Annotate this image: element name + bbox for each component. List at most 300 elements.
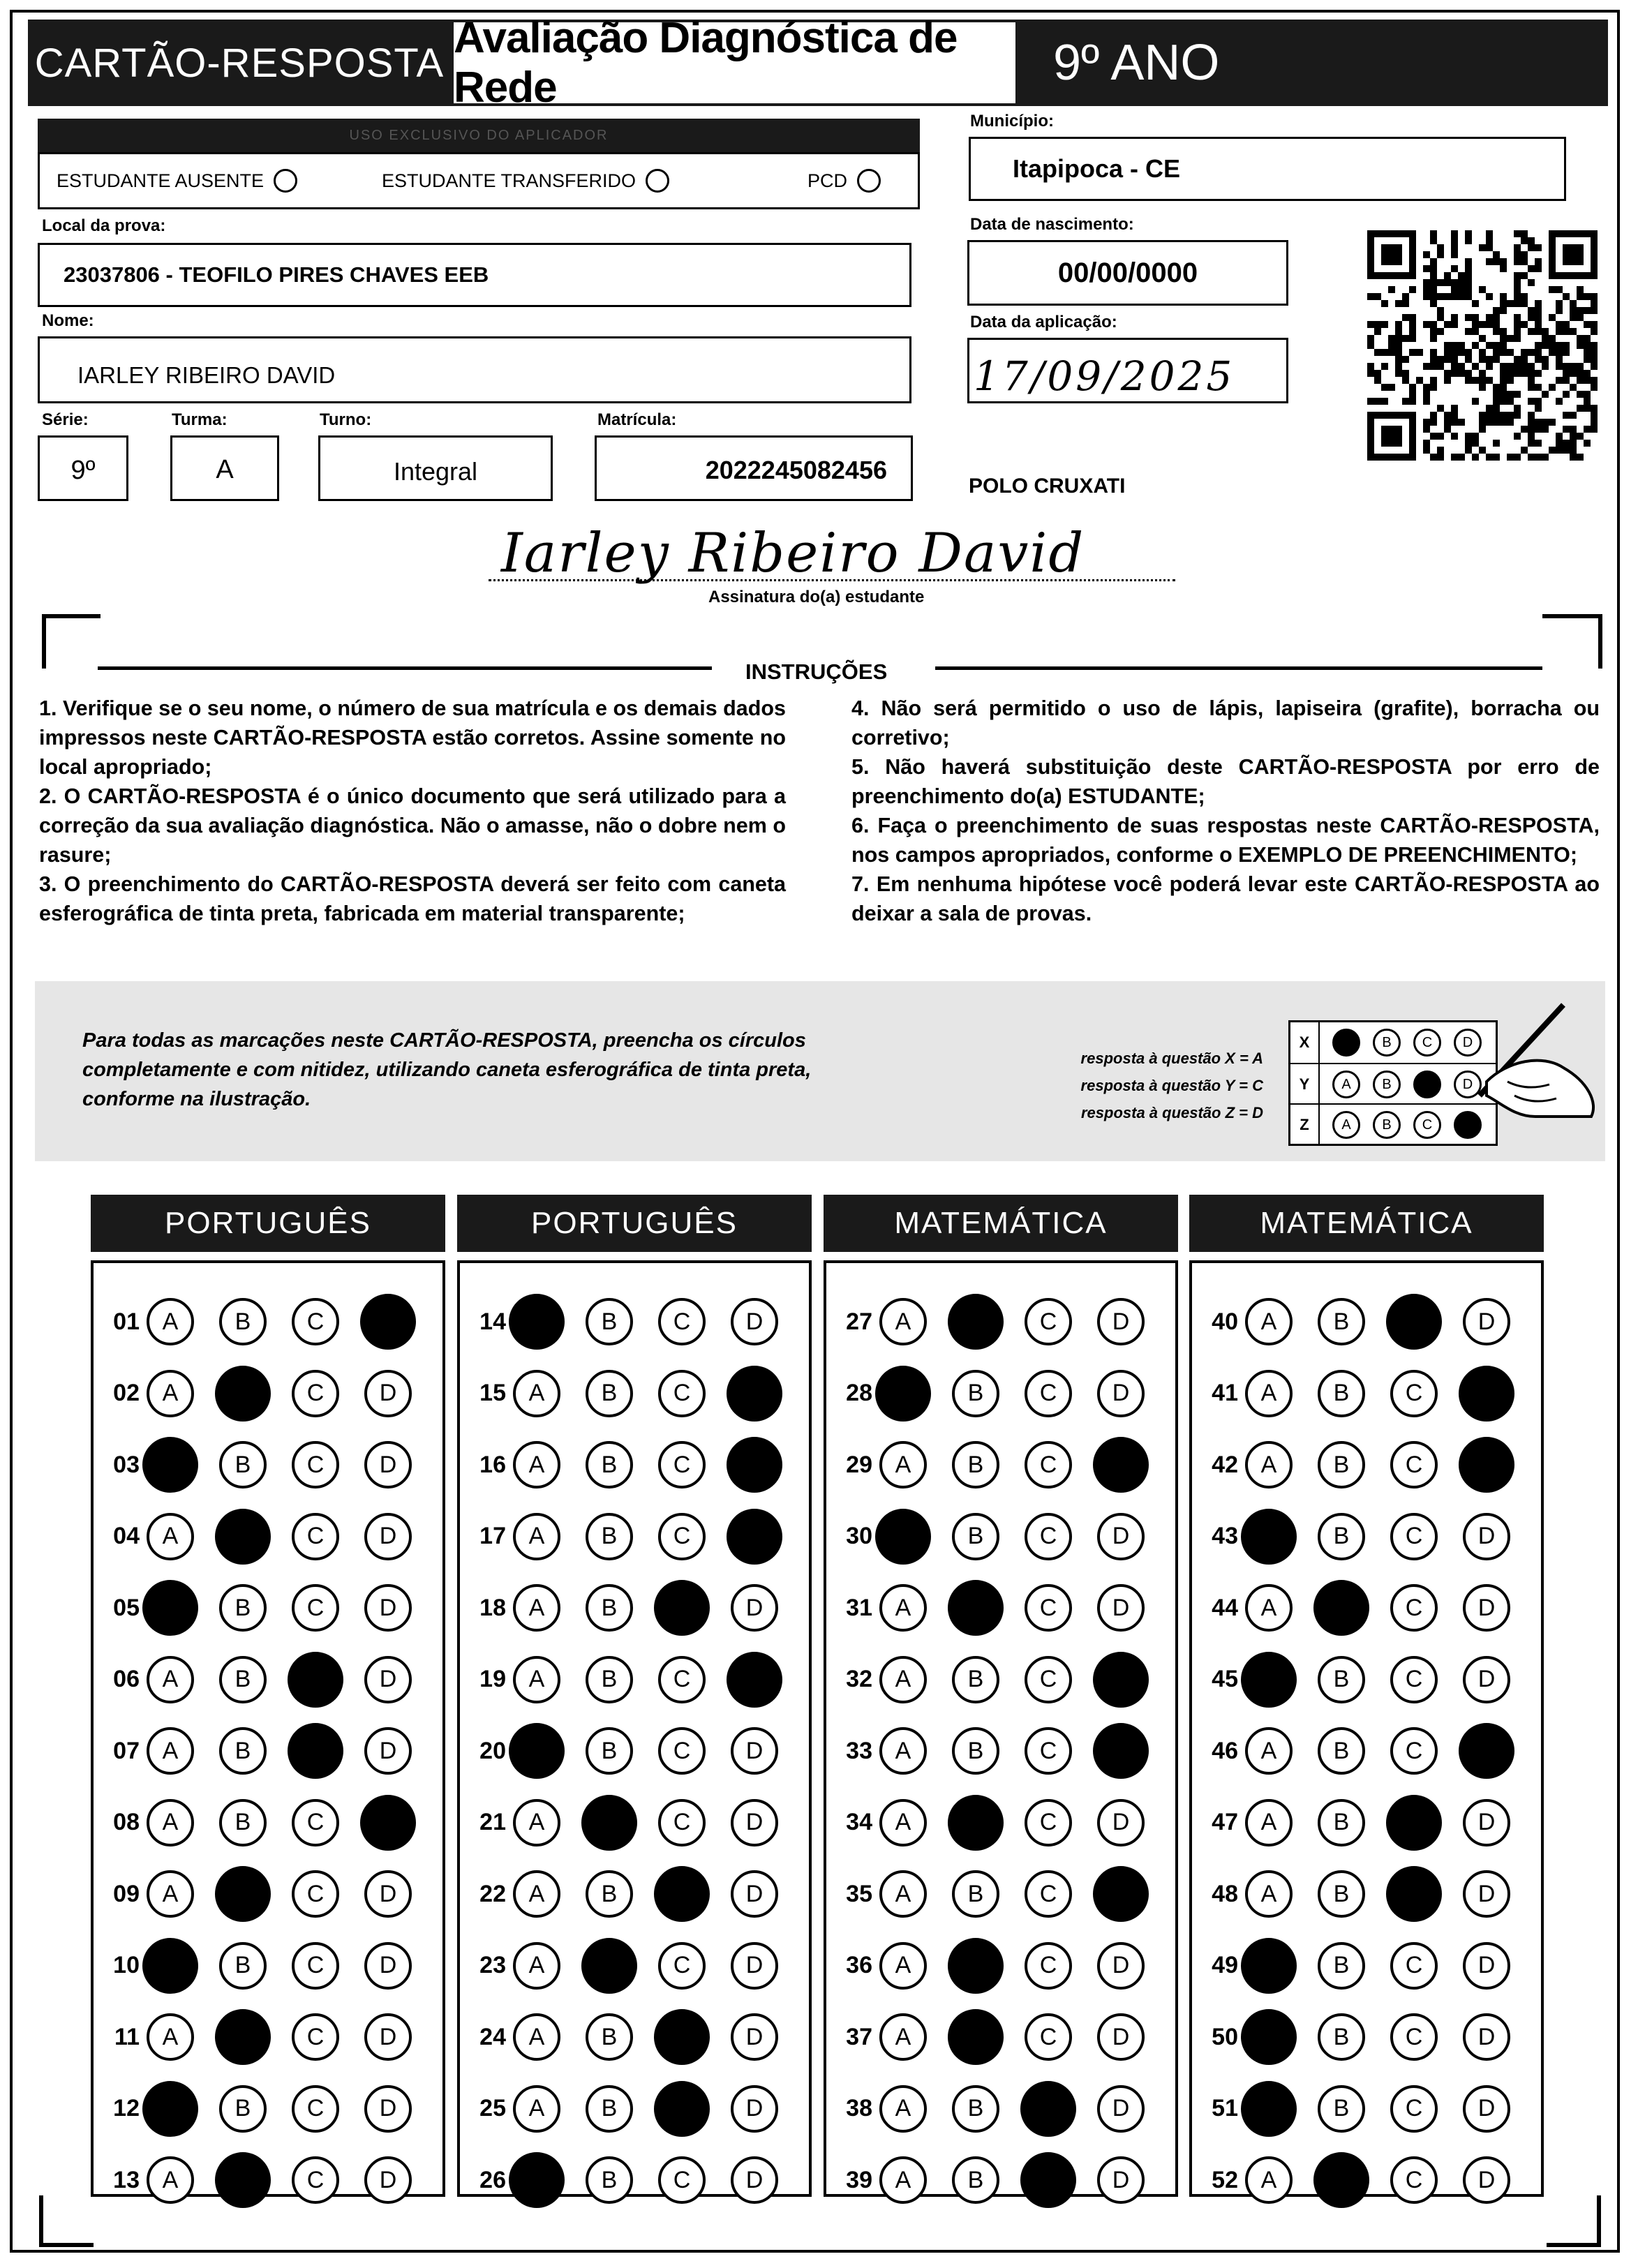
question-row: [1193, 1795, 1510, 1851]
transferred-circle[interactable]: [646, 169, 669, 193]
answer-bubble-a[interactable]: [879, 2156, 927, 2204]
bubble-letter: C: [306, 1451, 325, 1478]
question-number: 31: [846, 1594, 872, 1621]
instruction-item: 6. Faça o preenchimento de suas respostas neste CARTÃO-RESPOSTA, nos campos apropriados, conforme o EXEMPLO DE PREENCHIMENTO;: [851, 814, 1600, 867]
question-row: [828, 1938, 1145, 1994]
answer-bubble-d[interactable]: [364, 1942, 412, 1990]
answer-bubble-b[interactable]: [215, 1866, 271, 1922]
answer-bubble-b[interactable]: [219, 1727, 267, 1775]
matricula-value: 2022245082456: [595, 435, 913, 501]
answer-bubble-b[interactable]: [219, 1942, 267, 1990]
answer-bubble-c[interactable]: [1025, 1870, 1072, 1918]
answer-bubble-b[interactable]: [1318, 1870, 1365, 1918]
answer-bubble-a[interactable]: [1245, 1298, 1293, 1345]
bracket-bottom-left: [39, 2195, 94, 2247]
answer-bubble-b[interactable]: [952, 1441, 999, 1489]
answer-bubble-b[interactable]: [586, 2013, 633, 2061]
answer-bubble-c[interactable]: [658, 1441, 706, 1489]
answer-bubble-d[interactable]: [731, 2156, 778, 2204]
answer-bubble-b[interactable]: [219, 1799, 267, 1847]
absent-option[interactable]: [57, 169, 297, 193]
answer-bubble-a[interactable]: [513, 1513, 560, 1560]
question-row: [1193, 1866, 1510, 1922]
answer-bubble-d[interactable]: [1463, 1942, 1510, 1990]
answer-bubble-a[interactable]: [879, 1799, 927, 1847]
answer-bubble-d[interactable]: [1097, 2013, 1145, 2061]
bubble-letter: B: [234, 1809, 251, 1835]
answer-bubble-c[interactable]: [1386, 1294, 1442, 1350]
answer-bubble-c[interactable]: [1386, 1795, 1442, 1851]
question-row: [95, 1509, 412, 1565]
question-number: 47: [1212, 1809, 1238, 1835]
question-row: [461, 1652, 778, 1708]
answer-bubble-b[interactable]: [586, 1584, 633, 1632]
answer-bubble-a[interactable]: [879, 1298, 927, 1345]
answer-bubble-c[interactable]: [658, 1942, 706, 1990]
answer-bubble-b[interactable]: [1318, 1727, 1365, 1775]
bubble-letter: A: [1260, 2166, 1277, 2193]
bubble-letter: D: [1112, 1952, 1130, 1978]
answer-bubble-c[interactable]: [1025, 2013, 1072, 2061]
bubble-letter: A: [528, 2023, 545, 2050]
answer-bubble-d[interactable]: [1093, 1437, 1149, 1493]
absent-circle[interactable]: [274, 169, 297, 193]
answer-bubble-b[interactable]: [586, 2156, 633, 2204]
answer-bubble-b[interactable]: [948, 1580, 1004, 1636]
answer-bubble-a[interactable]: [142, 1437, 198, 1493]
answer-bubble-d[interactable]: [1463, 2013, 1510, 2061]
answer-bubble-a[interactable]: [509, 2152, 565, 2208]
bubble-letter: C: [306, 1594, 325, 1621]
answer-bubble-a[interactable]: [147, 1298, 194, 1345]
answer-bubble-d[interactable]: [1097, 1370, 1145, 1417]
answer-bubble-a[interactable]: [1245, 1441, 1293, 1489]
answer-bubble-b[interactable]: [215, 1366, 271, 1422]
answer-bubble-d[interactable]: [364, 2085, 412, 2133]
pcd-circle[interactable]: [857, 169, 881, 193]
bubble-letter: C: [1405, 1523, 1423, 1549]
answer-bubble-d[interactable]: [1463, 1870, 1510, 1918]
answer-bubble-a[interactable]: [1245, 1370, 1293, 1417]
answer-bubble-d[interactable]: [1459, 1723, 1514, 1779]
bubble-letter: B: [1333, 2023, 1350, 2050]
answer-bubble-a[interactable]: [513, 1370, 560, 1417]
answer-bubble-a[interactable]: [147, 2013, 194, 2061]
answer-bubble-b[interactable]: [586, 1870, 633, 1918]
answer-bubble-c[interactable]: [1390, 1727, 1438, 1775]
bubble-letter: B: [1333, 1523, 1350, 1549]
answer-bubble-b[interactable]: [952, 1656, 999, 1703]
answer-bubble-a[interactable]: [147, 1513, 194, 1560]
answer-bubble-a[interactable]: [1245, 1584, 1293, 1632]
question-row: [95, 1580, 412, 1636]
answer-bubble-d[interactable]: [364, 1870, 412, 1918]
answer-bubble-d[interactable]: [1463, 2156, 1510, 2204]
answer-bubble-a[interactable]: [147, 1656, 194, 1703]
answer-bubble-b[interactable]: [586, 1513, 633, 1560]
answer-bubble-a[interactable]: [879, 2085, 927, 2133]
answer-bubble-a[interactable]: [513, 1656, 560, 1703]
answer-bubble-b[interactable]: [1313, 2152, 1369, 2208]
answer-bubble-a[interactable]: [1241, 1938, 1297, 1994]
answer-bubble-c[interactable]: [658, 1513, 706, 1560]
answer-bubble-a[interactable]: [1241, 2009, 1297, 2065]
question-row: [461, 1437, 778, 1493]
answer-bubble-d[interactable]: [1097, 1942, 1145, 1990]
answer-bubble-a[interactable]: [1241, 2081, 1297, 2137]
answer-bubble-d[interactable]: [364, 1441, 412, 1489]
instructions-title: INSTRUÇÕES: [745, 659, 888, 684]
answer-bubble-c[interactable]: [1025, 1727, 1072, 1775]
answer-bubble-a[interactable]: [513, 1870, 560, 1918]
answer-bubble-a[interactable]: [513, 2013, 560, 2061]
bubble-letter: D: [1477, 1666, 1496, 1692]
bubble-letter: D: [745, 1594, 764, 1621]
answer-bubble-d[interactable]: [731, 1727, 778, 1775]
answer-bubble-a[interactable]: [1245, 1799, 1293, 1847]
answer-bubble-a[interactable]: [513, 1584, 560, 1632]
question-number: 52: [1212, 2166, 1238, 2193]
answer-bubble-d[interactable]: [1463, 1584, 1510, 1632]
answer-bubble-d[interactable]: [1463, 2085, 1510, 2133]
signature: Iarley Ribeiro David: [501, 522, 1085, 585]
answer-bubble-c[interactable]: [658, 1727, 706, 1775]
answer-bubble-c[interactable]: [658, 1298, 706, 1345]
answer-bubble-b[interactable]: [586, 1370, 633, 1417]
answer-bubble-b[interactable]: [948, 1294, 1004, 1350]
answer-bubble-d[interactable]: [364, 2013, 412, 2061]
bubble-letter: D: [1112, 1594, 1130, 1621]
answer-bubble-b[interactable]: [215, 2009, 271, 2065]
answer-bubble-c[interactable]: [292, 2085, 339, 2133]
answer-bubble-b[interactable]: [586, 1441, 633, 1489]
answer-bubble-c[interactable]: [292, 1942, 339, 1990]
example-bubble-d: D: [1454, 1070, 1482, 1098]
answer-bubble-b[interactable]: [948, 2009, 1004, 2065]
answer-bubble-d[interactable]: [364, 1513, 412, 1560]
answer-bubble-b[interactable]: [219, 1584, 267, 1632]
answer-bubble-d[interactable]: [727, 1509, 782, 1565]
question-row: [828, 2152, 1145, 2208]
answer-bubble-c[interactable]: [1390, 1942, 1438, 1990]
answer-bubble-c[interactable]: [1390, 2085, 1438, 2133]
answer-bubble-b[interactable]: [1318, 1799, 1365, 1847]
bubble-letter: C: [1039, 1594, 1057, 1621]
answer-bubble-a[interactable]: [147, 1870, 194, 1918]
answer-bubble-d[interactable]: [364, 1370, 412, 1417]
answer-bubble-c[interactable]: [292, 1513, 339, 1560]
bubble-letter: C: [1405, 1666, 1423, 1692]
bracket-bottom-right: [1547, 2195, 1601, 2247]
question-row: [828, 1652, 1145, 1708]
answer-bubble-a[interactable]: [513, 1942, 560, 1990]
answer-bubble-b[interactable]: [1318, 1441, 1365, 1489]
bubble-letter: C: [306, 1523, 325, 1549]
answer-bubble-c[interactable]: [1025, 1441, 1072, 1489]
answer-bubble-d[interactable]: [731, 1298, 778, 1345]
answer-bubble-d[interactable]: [364, 1727, 412, 1775]
answer-bubble-b[interactable]: [952, 2085, 999, 2133]
question-row: [828, 1509, 1145, 1565]
answer-bubble-a[interactable]: [142, 1580, 198, 1636]
answer-bubble-b[interactable]: [952, 1513, 999, 1560]
answer-bubble-a[interactable]: [142, 2081, 198, 2137]
answer-bubble-c[interactable]: [658, 1656, 706, 1703]
bubble-letter: D: [379, 1594, 397, 1621]
answer-bubble-d[interactable]: [1097, 1584, 1145, 1632]
answer-bubble-c[interactable]: [654, 2081, 710, 2137]
answer-bubble-a[interactable]: [147, 1370, 194, 1417]
answer-bubble-a[interactable]: [879, 1656, 927, 1703]
answer-bubble-d[interactable]: [1463, 1656, 1510, 1703]
answer-bubble-c[interactable]: [292, 1298, 339, 1345]
answer-bubble-b[interactable]: [1318, 1513, 1365, 1560]
answer-bubble-b[interactable]: [948, 1938, 1004, 1994]
answer-bubble-a[interactable]: [509, 1294, 565, 1350]
answer-bubble-c[interactable]: [292, 2156, 339, 2204]
answer-bubble-c[interactable]: [292, 1870, 339, 1918]
answer-bubble-a[interactable]: [1241, 1509, 1297, 1565]
pcd-label: PCD: [807, 170, 848, 191]
question-number: 37: [846, 2023, 872, 2050]
bubble-letter: D: [1112, 1809, 1130, 1835]
bubble-letter: D: [745, 2166, 764, 2193]
answer-bubble-a[interactable]: [879, 1942, 927, 1990]
answer-bubble-a[interactable]: [147, 1727, 194, 1775]
answer-bubble-d[interactable]: [1093, 1723, 1149, 1779]
bubble-letter: C: [673, 2166, 691, 2193]
answer-bubble-a[interactable]: [147, 1799, 194, 1847]
bubble-letter: A: [162, 2166, 179, 2193]
answer-bubble-b[interactable]: [581, 1795, 637, 1851]
answer-bubble-b[interactable]: [219, 1441, 267, 1489]
nome-value: IARLEY RIBEIRO DAVID: [38, 336, 911, 403]
answer-bubble-b[interactable]: [952, 1370, 999, 1417]
answer-bubble-a[interactable]: [1245, 1870, 1293, 1918]
bubble-letter: A: [895, 1451, 911, 1478]
bubble-letter: B: [601, 1880, 618, 1907]
answer-bubble-c[interactable]: [292, 1584, 339, 1632]
answer-bubble-b[interactable]: [586, 1727, 633, 1775]
answer-bubble-a[interactable]: [1245, 2156, 1293, 2204]
question-row: [461, 2152, 778, 2208]
nome-label: Nome:: [42, 311, 94, 330]
answer-bubble-a[interactable]: [147, 2156, 194, 2204]
card-title: CARTÃO-RESPOSTA: [28, 20, 451, 106]
answer-bubble-a[interactable]: [875, 1509, 931, 1565]
answer-bubble-b[interactable]: [586, 1298, 633, 1345]
answer-bubble-c[interactable]: [658, 1370, 706, 1417]
answer-bubble-c[interactable]: [292, 1370, 339, 1417]
answer-bubble-c[interactable]: [1020, 2152, 1076, 2208]
answer-bubble-c[interactable]: [654, 2009, 710, 2065]
answer-bubble-c[interactable]: [1390, 1513, 1438, 1560]
answer-bubble-b[interactable]: [1318, 1942, 1365, 1990]
answer-bubble-a[interactable]: [879, 2013, 927, 2061]
answer-bubble-c[interactable]: [292, 2013, 339, 2061]
answer-bubble-d[interactable]: [731, 1799, 778, 1847]
answer-bubble-d[interactable]: [731, 1870, 778, 1918]
answer-bubble-d[interactable]: [1097, 2156, 1145, 2204]
question-number: 38: [846, 2095, 872, 2121]
answer-bubble-d[interactable]: [1097, 1298, 1145, 1345]
answer-bubble-b[interactable]: [952, 1727, 999, 1775]
answer-bubble-c[interactable]: [1020, 2081, 1076, 2137]
answer-bubble-b[interactable]: [952, 2156, 999, 2204]
pcd-option[interactable]: [807, 169, 881, 193]
bubble-letter: D: [1477, 1952, 1496, 1978]
answer-bubble-c[interactable]: [1025, 1584, 1072, 1632]
bubble-letter: C: [1039, 1523, 1057, 1549]
answer-bubble-c[interactable]: [288, 1652, 343, 1708]
answer-bubble-d[interactable]: [727, 1652, 782, 1708]
answer-bubble-a[interactable]: [1245, 1727, 1293, 1775]
bubble-letter: C: [1039, 1308, 1057, 1335]
answer-bubble-c[interactable]: [654, 1866, 710, 1922]
answer-bubble-a[interactable]: [879, 1441, 927, 1489]
answer-bubble-c[interactable]: [654, 1580, 710, 1636]
answer-bubble-b[interactable]: [952, 1870, 999, 1918]
bubble-letter: C: [1405, 2095, 1423, 2121]
bubble-letter: C: [306, 2166, 325, 2193]
answer-bubble-a[interactable]: [879, 1727, 927, 1775]
answer-bubble-c[interactable]: [1390, 2013, 1438, 2061]
answer-bubble-c[interactable]: [658, 2156, 706, 2204]
answer-bubble-a[interactable]: [879, 1584, 927, 1632]
bubble-letter: B: [601, 2023, 618, 2050]
answer-bubble-b[interactable]: [215, 1509, 271, 1565]
answer-bubble-d[interactable]: [1459, 1437, 1514, 1493]
answer-bubble-d[interactable]: [1097, 2085, 1145, 2133]
answer-bubble-d[interactable]: [1097, 1799, 1145, 1847]
answer-bubble-d[interactable]: [360, 1795, 416, 1851]
aplicacao-label: Data da aplicação:: [970, 313, 1117, 331]
answer-bubble-c[interactable]: [1386, 1866, 1442, 1922]
question-row: [95, 1294, 412, 1350]
bracket-top-right: [1542, 614, 1602, 669]
answer-bubble-c[interactable]: [1390, 1370, 1438, 1417]
answer-bubble-d[interactable]: [731, 2085, 778, 2133]
answer-bubble-b[interactable]: [1318, 1370, 1365, 1417]
answer-bubble-c[interactable]: [1390, 1441, 1438, 1489]
question-row: [1193, 1366, 1510, 1422]
bubble-letter: D: [1477, 1594, 1496, 1621]
question-number: 33: [846, 1737, 872, 1764]
answer-bubble-d[interactable]: [1097, 1513, 1145, 1560]
bubble-letter: D: [745, 1308, 764, 1335]
answer-bubble-d[interactable]: [1093, 1652, 1149, 1708]
answer-bubble-d[interactable]: [727, 1437, 782, 1493]
answer-bubble-b[interactable]: [219, 2085, 267, 2133]
answer-bubble-d[interactable]: [731, 1942, 778, 1990]
answer-bubble-c[interactable]: [1025, 1513, 1072, 1560]
answer-bubble-a[interactable]: [513, 1441, 560, 1489]
bubble-letter: A: [528, 1523, 545, 1549]
question-row: [95, 2152, 412, 2208]
answer-bubble-a[interactable]: [1241, 1652, 1297, 1708]
answer-bubble-c[interactable]: [1025, 1942, 1072, 1990]
answer-bubble-d[interactable]: [1463, 1298, 1510, 1345]
answer-bubble-d[interactable]: [731, 2013, 778, 2061]
answer-bubble-b[interactable]: [1318, 2013, 1365, 2061]
answer-bubble-c[interactable]: [1390, 1584, 1438, 1632]
answer-bubble-b[interactable]: [586, 1656, 633, 1703]
bubble-letter: B: [1333, 1952, 1350, 1978]
question-row: [1193, 1723, 1510, 1779]
answer-bubble-b[interactable]: [1313, 1580, 1369, 1636]
answer-bubble-d[interactable]: [727, 1366, 782, 1422]
bubble-letter: A: [895, 1880, 911, 1907]
answer-bubble-d[interactable]: [1463, 1513, 1510, 1560]
bubble-letter: A: [1260, 1451, 1277, 1478]
answer-bubble-d[interactable]: [1459, 1366, 1514, 1422]
answer-bubble-d[interactable]: [364, 2156, 412, 2204]
bubble-letter: D: [1477, 1308, 1496, 1335]
bubble-letter: C: [1405, 1737, 1423, 1764]
question-row: [95, 1723, 412, 1779]
answer-bubble-c[interactable]: [1390, 1656, 1438, 1703]
question-number: 51: [1212, 2095, 1238, 2121]
answer-bubble-c[interactable]: [1025, 1656, 1072, 1703]
answer-bubble-d[interactable]: [364, 1656, 412, 1703]
answer-bubble-b[interactable]: [581, 1938, 637, 1994]
bubble-letter: A: [895, 2166, 911, 2193]
answer-bubble-b[interactable]: [219, 1656, 267, 1703]
answer-bubble-a[interactable]: [875, 1366, 931, 1422]
hand-pen-icon: [1459, 998, 1605, 1124]
answer-bubble-a[interactable]: [142, 1938, 198, 1994]
question-number: 02: [113, 1380, 140, 1406]
section-box: [824, 1260, 1178, 2197]
answer-bubble-c[interactable]: [1025, 1298, 1072, 1345]
nascimento-value: 00/00/0000: [967, 240, 1288, 306]
answer-bubble-c[interactable]: [292, 1441, 339, 1489]
answer-bubble-b[interactable]: [219, 1298, 267, 1345]
answer-bubble-b[interactable]: [1318, 1298, 1365, 1345]
answer-bubble-b[interactable]: [215, 2152, 271, 2208]
bubble-letter: D: [379, 1380, 397, 1406]
answer-bubble-c[interactable]: [658, 1799, 706, 1847]
answer-bubble-d[interactable]: [1093, 1866, 1149, 1922]
answer-bubble-c[interactable]: [288, 1723, 343, 1779]
bubble-letter: B: [234, 1737, 251, 1764]
answer-bubble-a[interactable]: [879, 1870, 927, 1918]
question-number: 35: [846, 1880, 872, 1907]
bubble-letter: B: [1333, 1737, 1350, 1764]
question-number: 05: [113, 1594, 140, 1621]
answer-bubble-b[interactable]: [586, 2085, 633, 2133]
transferred-option[interactable]: [382, 169, 669, 193]
answer-bubble-a[interactable]: [513, 1799, 560, 1847]
answer-bubble-d[interactable]: [731, 1584, 778, 1632]
bubble-letter: A: [1260, 1809, 1277, 1835]
answer-bubble-d[interactable]: [1463, 1799, 1510, 1847]
question-number: 16: [479, 1451, 506, 1478]
answer-bubble-b[interactable]: [1318, 1656, 1365, 1703]
answer-bubble-d[interactable]: [360, 1294, 416, 1350]
answer-bubble-c[interactable]: [1025, 1370, 1072, 1417]
answer-bubble-a[interactable]: [513, 2085, 560, 2133]
answer-bubble-c[interactable]: [1025, 1799, 1072, 1847]
question-row: [461, 1294, 778, 1350]
answer-bubble-b[interactable]: [1318, 2085, 1365, 2133]
answer-bubble-b[interactable]: [948, 1795, 1004, 1851]
answer-bubble-a[interactable]: [509, 1723, 565, 1779]
answer-bubble-c[interactable]: [292, 1799, 339, 1847]
question-number: 23: [479, 1952, 506, 1978]
answer-bubble-c[interactable]: [1390, 2156, 1438, 2204]
answer-bubble-d[interactable]: [364, 1584, 412, 1632]
